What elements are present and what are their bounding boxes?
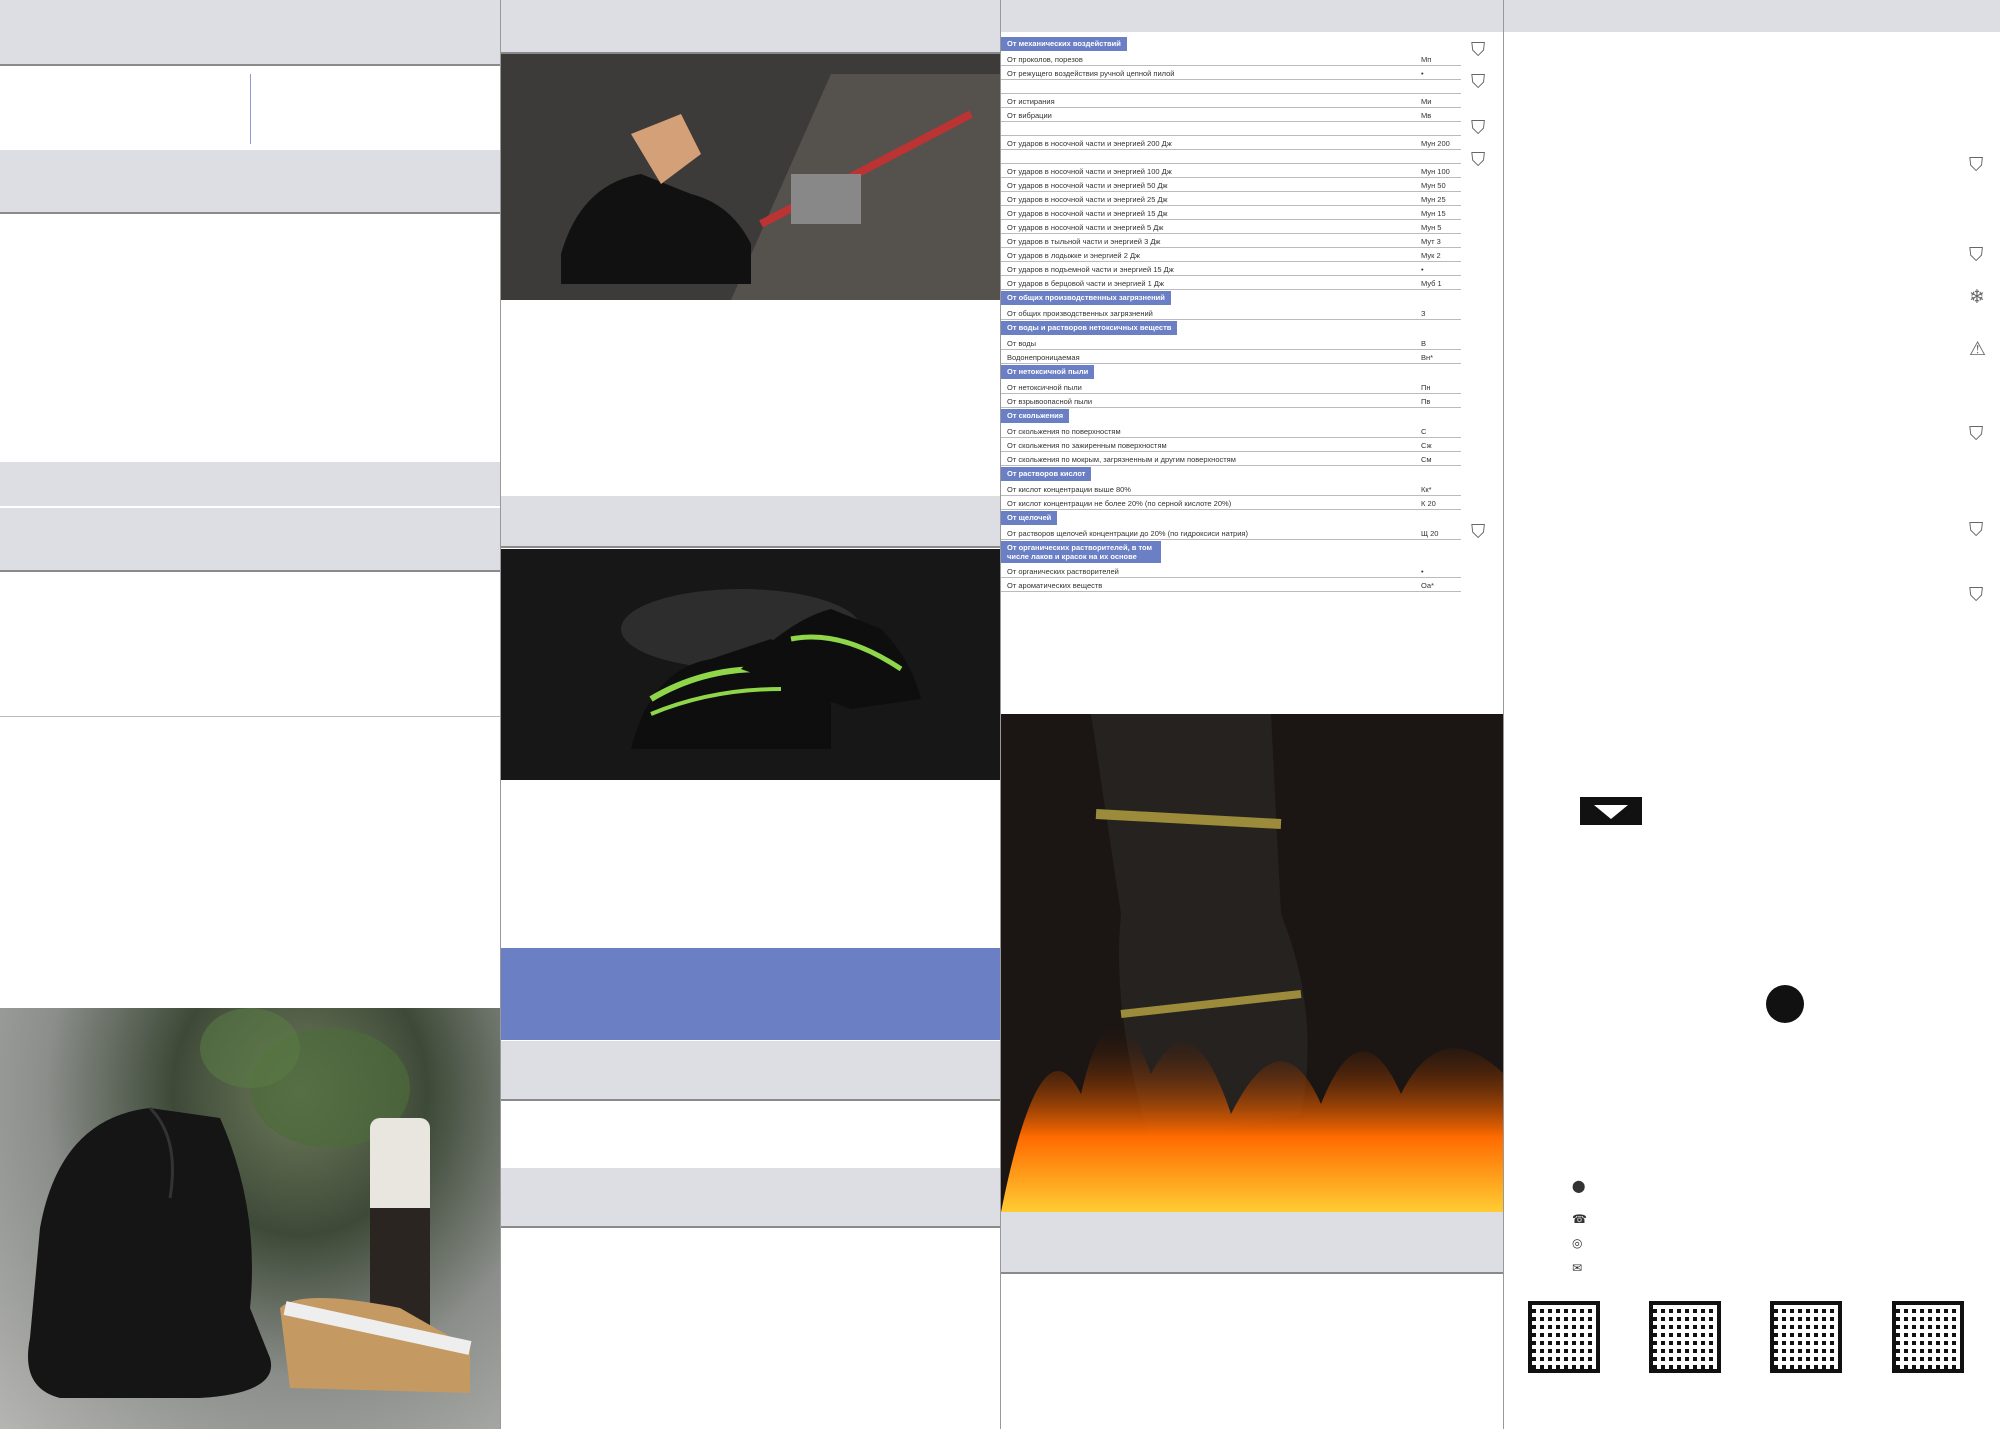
table-row — [1001, 248, 1461, 262]
table-row — [1001, 438, 1461, 452]
row-code: Мун 50 — [1421, 181, 1446, 190]
table-row — [1001, 452, 1461, 466]
row-code: Мун 15 — [1421, 209, 1446, 218]
boot-brush-illustration — [0, 1008, 500, 1429]
row-label: От общих производственных загрязнений — [1007, 309, 1153, 318]
row-label: От режущего воздействия ручной цепной пилой — [1007, 69, 1175, 78]
row-code: Мун 5 — [1421, 223, 1442, 232]
table-row — [1001, 192, 1461, 206]
row-code: З — [1421, 309, 1426, 318]
row-label: От нетоксичной пыли — [1007, 383, 1082, 392]
table-section-header: От щелочей — [1001, 511, 1057, 525]
row-code: См — [1421, 455, 1432, 464]
table-row — [1001, 234, 1461, 248]
row-label: От органических растворителей — [1007, 567, 1119, 576]
row-code: • — [1421, 567, 1424, 576]
table-row — [1001, 496, 1461, 510]
divider — [250, 74, 251, 144]
table-spacer-row — [1001, 122, 1461, 136]
row-label: От ударов в носочной части и энергией 200 Дж — [1007, 139, 1172, 148]
table-row — [1001, 380, 1461, 394]
row-code: К 20 — [1421, 499, 1436, 508]
table-row — [1001, 564, 1461, 578]
section-4-header — [0, 0, 500, 66]
textile-shoe-illustration — [501, 549, 1000, 780]
row-label: От проколов, порезов — [1007, 55, 1083, 64]
divider — [0, 716, 500, 717]
radiation-icon: ⛉ — [1969, 155, 1984, 176]
section-5-header — [501, 1041, 1000, 1101]
row-label: От ударов в носочной части и энергией 100 Дж — [1007, 167, 1172, 176]
row-code: • — [1421, 265, 1424, 274]
table-section-header: От органических растворителей, в том числе лаков и красок на их основе — [1001, 541, 1161, 563]
table-row — [1001, 394, 1461, 408]
chainsaw-icon: ⛉ — [1471, 72, 1486, 93]
textile-photo — [501, 549, 1000, 780]
table-row — [1001, 276, 1461, 290]
table-row — [1001, 52, 1461, 66]
table-row — [1001, 306, 1461, 320]
table-row — [1001, 108, 1461, 122]
table-row — [1001, 526, 1461, 540]
row-label: От ударов в носочной части и энергией 25 Дж — [1007, 195, 1168, 204]
electric-icon: ⛉ — [1969, 424, 1984, 445]
qr-code[interactable] — [1528, 1301, 1600, 1373]
table-header-bar — [1001, 0, 1503, 32]
acid-icon: ⛉ — [1471, 522, 1486, 543]
row-label: От ударов в тыльной части и энергией 3 Дж — [1007, 237, 1161, 246]
table-section-header: От воды и растворов нетоксичных веществ — [1001, 321, 1177, 335]
table-section-header: От нетоксичной пыли — [1001, 365, 1094, 379]
row-code: Пв — [1421, 397, 1431, 406]
microfiber-shoe-illustration — [501, 54, 1000, 300]
table-row — [1001, 164, 1461, 178]
fire-boot-illustration — [1001, 714, 1503, 1212]
wash-note — [501, 948, 1000, 1040]
table-header-bar — [1504, 0, 2000, 32]
row-label: От ударов в носочной части и энергией 15 Дж — [1007, 209, 1168, 218]
web-icon: ◎ — [1572, 1236, 1583, 1250]
qr-code-telegram[interactable] — [1770, 1301, 1842, 1373]
table-row — [1001, 206, 1461, 220]
table-section-header: От скольжения — [1001, 409, 1069, 423]
row-label: От скольжения по зажиренным поверхностям — [1007, 441, 1167, 450]
row-label: От кислот концентрации выше 80% — [1007, 485, 1131, 494]
row-code: Пн — [1421, 383, 1431, 392]
emf-icon: ⛉ — [1969, 520, 1984, 541]
row-label: От ударов в носочной части и энергией 5 Дж — [1007, 223, 1164, 232]
row-code: Мп — [1421, 55, 1432, 64]
row-code: Муб 1 — [1421, 279, 1442, 288]
cleaning-photo — [0, 1008, 500, 1429]
table-section-header: От общих производственных загрязнений — [1001, 291, 1171, 305]
rst-mark — [1766, 985, 1804, 1023]
tick-bite-icon: ⛉ — [1969, 585, 1984, 606]
location-icon: ⬤ — [1572, 1179, 1586, 1193]
email-icon: ✉ — [1572, 1261, 1583, 1275]
row-code: Мун 200 — [1421, 139, 1450, 148]
row-code: С — [1421, 427, 1427, 436]
table-row — [1001, 220, 1461, 234]
row-code: Ми — [1421, 97, 1432, 106]
vibration-icon: ⛉ — [1471, 118, 1486, 139]
row-label: От ударов в лодыжке и энергией 2 Дж — [1007, 251, 1141, 260]
row-label: От ароматических веществ — [1007, 581, 1103, 590]
brand-logo — [1580, 797, 1648, 825]
table-row — [1001, 262, 1461, 276]
microfiber-header — [501, 0, 1000, 54]
fire-boot-photo — [1001, 714, 1503, 1212]
textile-header — [501, 496, 1000, 548]
row-code: • — [1421, 69, 1424, 78]
column-care-rules — [0, 0, 500, 1429]
row-label: От ударов в берцовой части и энергией 1 Дж — [1007, 279, 1165, 288]
brand-logo-icon — [1580, 797, 1642, 825]
snowflake-icon: ❄ — [1969, 287, 1985, 308]
row-label: От ударов в носочной части и энергией 50 Дж — [1007, 181, 1168, 190]
row-label: От растворов щелочей концентрации до 20% (по гидроксиси натрия) — [1007, 529, 1248, 538]
table-row — [1001, 66, 1461, 80]
flame-icon: ⛉ — [1969, 245, 1984, 266]
row-code: Мун 100 — [1421, 167, 1450, 176]
row-label: От ударов в подъемной части и энергией 15 Дж — [1007, 265, 1174, 274]
puncture-icon: ⛉ — [1471, 40, 1486, 61]
cover-panel — [1504, 745, 2000, 1429]
row-code: Кк* — [1421, 485, 1432, 494]
section-6-header — [501, 1168, 1000, 1228]
table-row — [1001, 94, 1461, 108]
table-row — [1001, 178, 1461, 192]
row-code: Оа* — [1421, 581, 1434, 590]
column-cover — [1503, 0, 2000, 1429]
row-code: Сж — [1421, 441, 1432, 450]
table-row — [1001, 424, 1461, 438]
row-label: От кислот концентрации не более 20% (по серной кислоте 20%) — [1007, 499, 1232, 508]
row-code: В — [1421, 339, 1427, 348]
table-spacer-row — [1001, 150, 1461, 164]
impact-icon: ⛉ — [1471, 150, 1486, 171]
phone-icon: ☎ — [1572, 1212, 1587, 1226]
leather-header — [0, 508, 500, 572]
row-code: Мун 25 — [1421, 195, 1446, 204]
row-label: От воды — [1007, 339, 1037, 348]
general-rules-header — [0, 150, 500, 214]
row-label: От скольжения по поверхностям — [1007, 427, 1121, 436]
table-spacer-row — [1001, 80, 1461, 94]
table-row — [1001, 336, 1461, 350]
row-label: От скольжения по мокрым, загрязненным и другим поверхностям — [1007, 455, 1236, 464]
table-row — [1001, 350, 1461, 364]
table-row — [1001, 578, 1461, 592]
row-code: Щ 20 — [1421, 529, 1439, 538]
row-label: От вибрации — [1007, 111, 1052, 120]
section-7-header — [1001, 1212, 1503, 1274]
arc-warning-icon: ⚠ — [1969, 339, 1987, 360]
row-code: Мут 3 — [1421, 237, 1441, 246]
qr-code-vk[interactable] — [1649, 1301, 1721, 1373]
qr-code-rutube[interactable] — [1892, 1301, 1964, 1373]
table-row — [1001, 136, 1461, 150]
table-section-header: От механических воздействий — [1001, 37, 1127, 51]
row-label: От взрывоопасной пыли — [1007, 397, 1093, 406]
row-code: Мук 2 — [1421, 251, 1441, 260]
row-code: Вн* — [1421, 353, 1434, 362]
row-label: Водонепроницаемая — [1007, 353, 1080, 362]
column-marking-table — [1000, 0, 1503, 1429]
microfiber-photo — [501, 54, 1000, 300]
column-materials — [500, 0, 1000, 1429]
row-code: Мв — [1421, 111, 1432, 120]
table-row — [1001, 482, 1461, 496]
table-section-header: От растворов кислот — [1001, 467, 1091, 481]
general-rules-note — [0, 462, 500, 506]
row-label: От истирания — [1007, 97, 1055, 106]
